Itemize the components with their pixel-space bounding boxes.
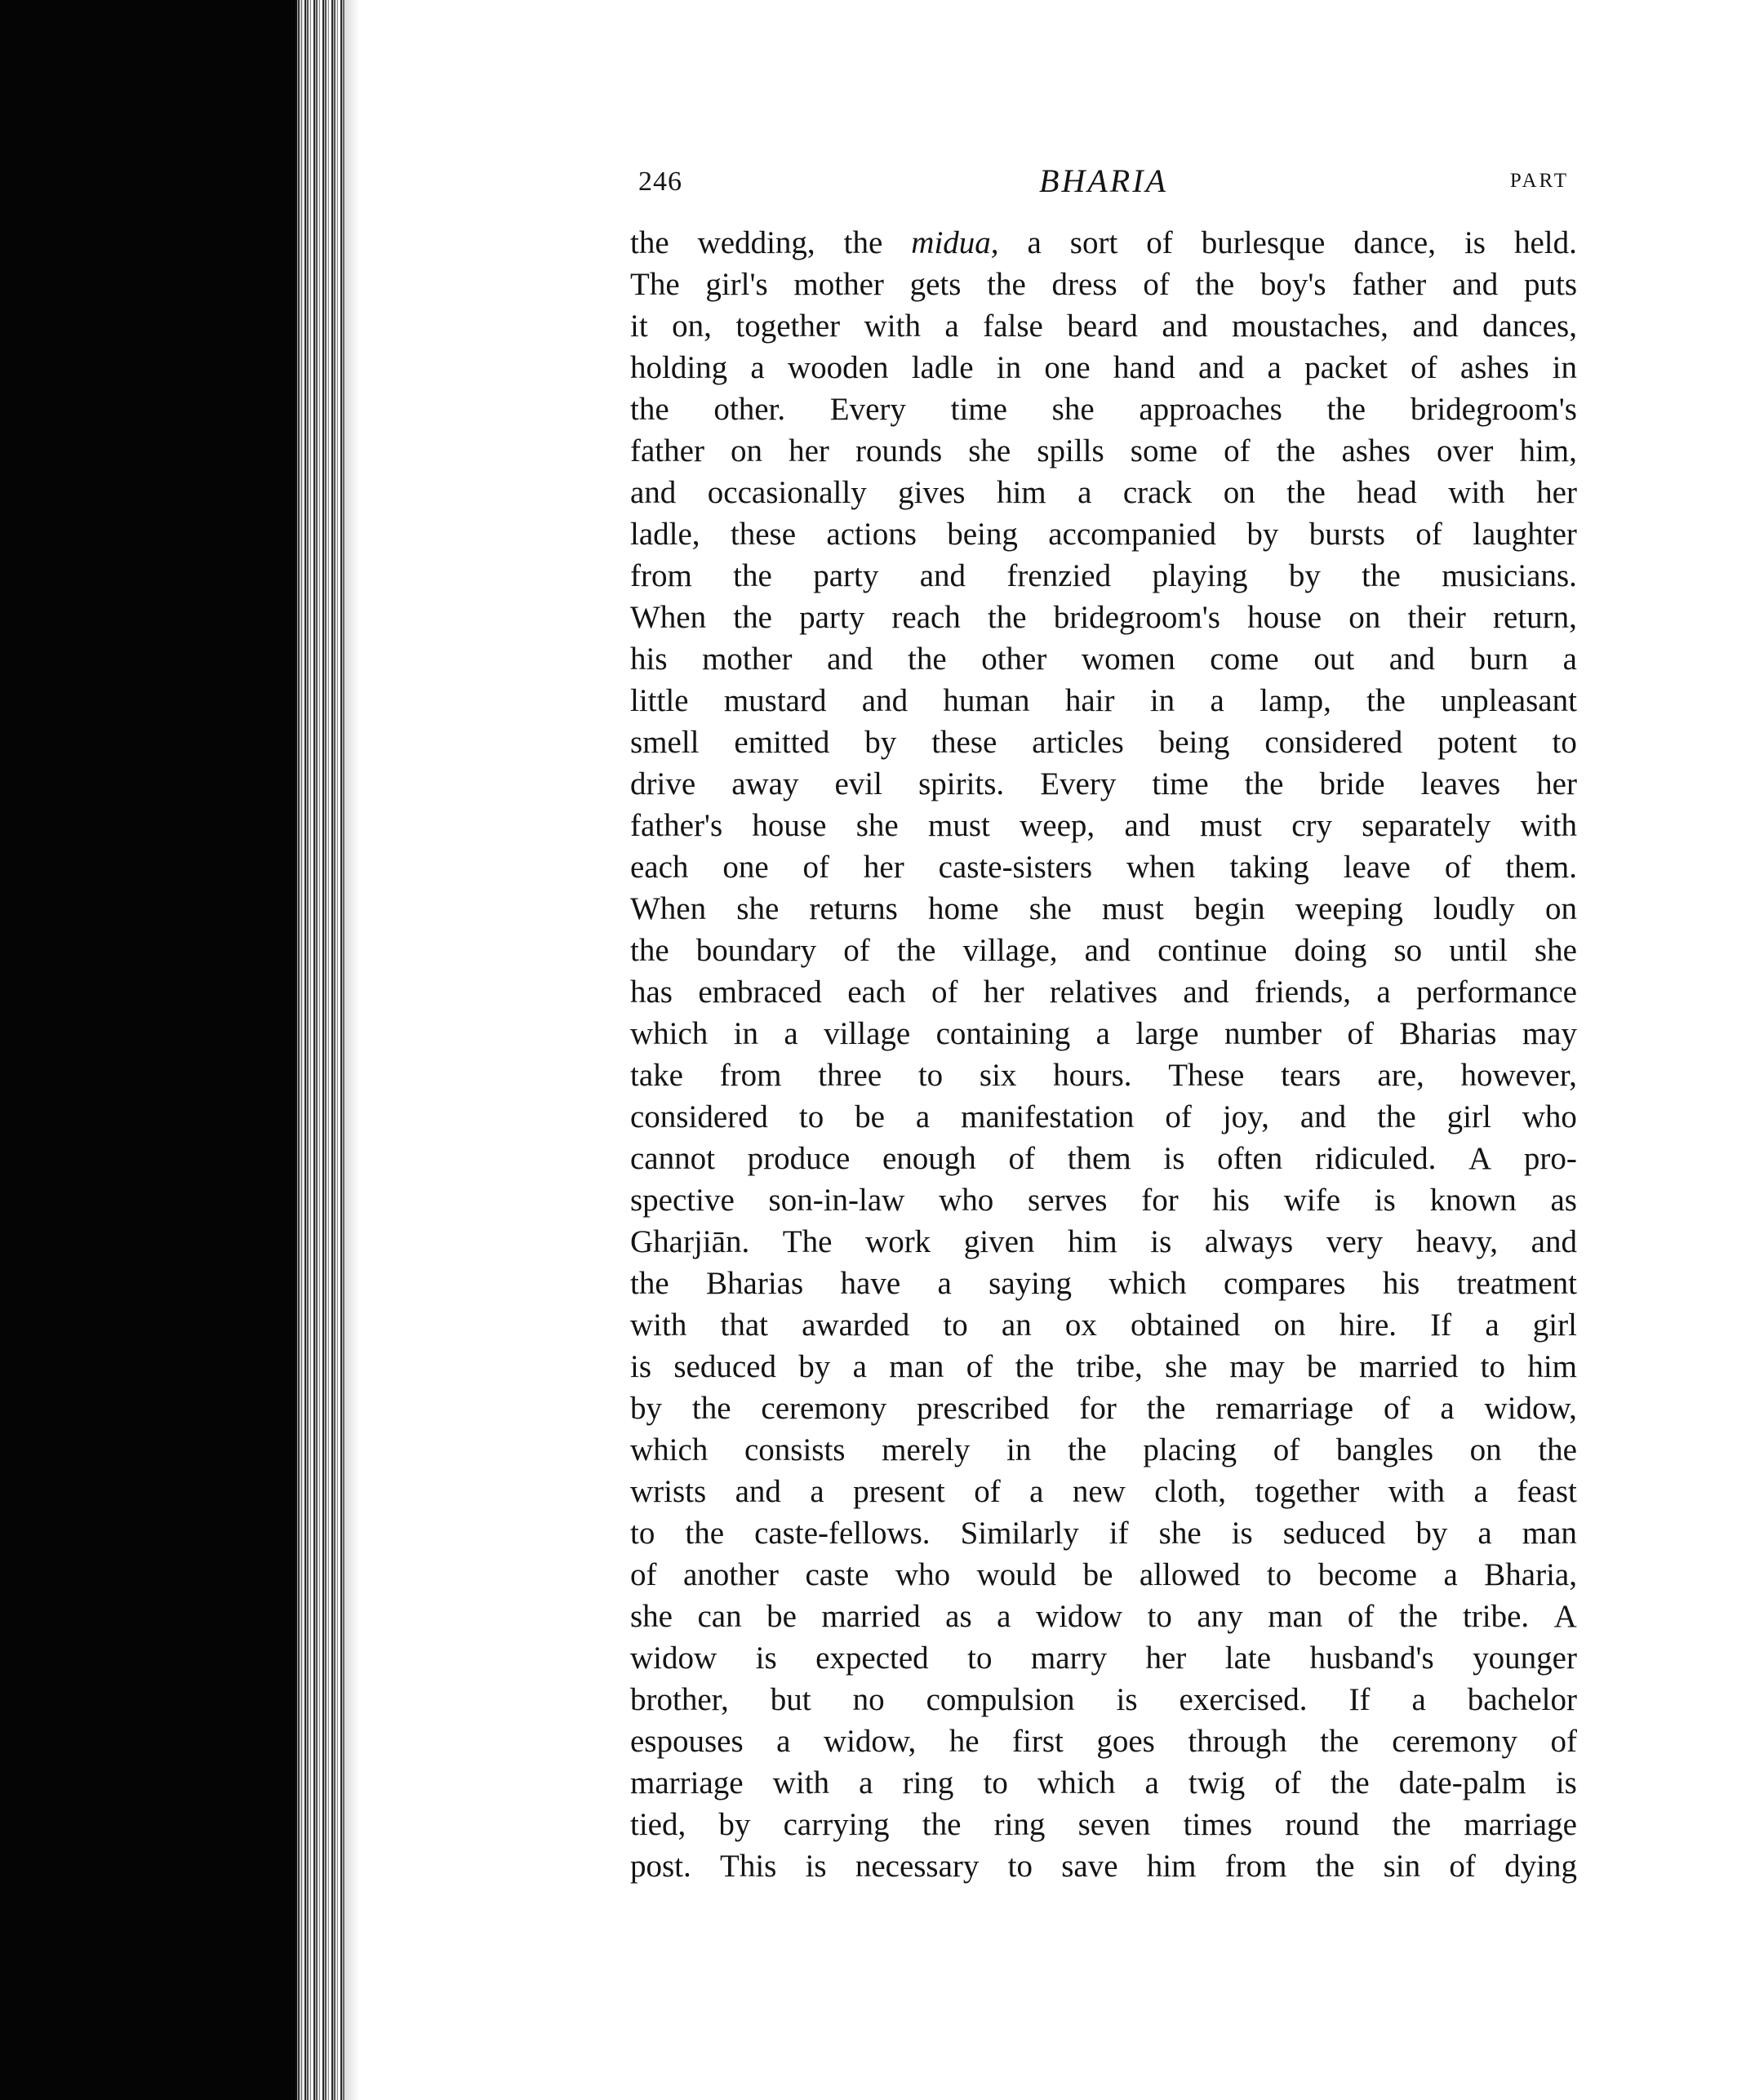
text-line: by the ceremony prescribed for the remarriage of a widow,	[630, 1391, 1577, 1426]
text-line: from the party and frenzied playing by the musicians.	[630, 558, 1577, 593]
text-line: of another caste who would be allowed to become a Bharia,	[630, 1557, 1577, 1592]
text-line: each one of her caste-sisters when taking leave of them.	[630, 850, 1577, 885]
text-line: brother, but no compulsion is exercised. If a bachelor	[630, 1682, 1577, 1717]
text-line: father's house she must weep, and must cry separately with	[630, 808, 1577, 843]
text-line: she can be married as a widow to any man of the tribe. A	[630, 1599, 1577, 1634]
text-line: the boundary of the village, and continue doing so until she	[630, 933, 1577, 968]
text-line: to the caste-fellows. Similarly if she is seduced by a man	[630, 1516, 1577, 1551]
text-line: which consists merely in the placing of bangles on the	[630, 1432, 1577, 1467]
scan-binding-shadow	[0, 0, 304, 2100]
text-line: smell emitted by these articles being considered potent to	[630, 725, 1577, 760]
text-line: with that awarded to an ox obtained on hire. If a girl	[630, 1308, 1577, 1343]
text-line: take from three to six hours. These tears are, however,	[630, 1058, 1577, 1093]
scan-binding-edge	[295, 0, 344, 2100]
text-line: the Bharias have a saying which compares his treatment	[630, 1266, 1577, 1301]
text-line: spective son-in-law who serves for his wife is known as	[630, 1183, 1577, 1218]
running-head	[630, 155, 1577, 204]
text-line: When she returns home she must begin weeping loudly on	[630, 891, 1577, 926]
text-line: holding a wooden ladle in one hand and a packet of ashes in	[630, 350, 1577, 385]
text-line: the wedding, the midua, a sort of burlesque dance, is held.	[630, 225, 1577, 260]
text-line: his mother and the other women come out and burn a	[630, 642, 1577, 677]
part-label: PART	[1509, 170, 1569, 192]
text-line: it on, together with a false beard and moustaches, and dances,	[630, 309, 1577, 344]
text-line: considered to be a manifestation of joy, and the girl who	[630, 1099, 1577, 1134]
body-text	[630, 222, 1577, 1887]
text-line: The girl's mother gets the dress of the boy's father and puts	[630, 267, 1577, 302]
text-line: widow is expected to marry her late husband's younger	[630, 1640, 1577, 1676]
text-line: post. This is necessary to save him from the sin of dying	[630, 1849, 1577, 1884]
text-line: has embraced each of her relatives and friends, a performance	[630, 975, 1577, 1010]
text-line: and occasionally gives him a crack on the head with her	[630, 475, 1577, 510]
text-line: marriage with a ring to which a twig of the date-palm is	[630, 1765, 1577, 1800]
text-line: espouses a widow, he first goes through the ceremony of	[630, 1724, 1577, 1759]
text-line: which in a village containing a large number of Bharias may	[630, 1016, 1577, 1051]
text-line: is seduced by a man of the tribe, she may be married to him	[630, 1349, 1577, 1384]
text-line: the other. Every time she approaches the bridegroom's	[630, 392, 1577, 427]
text-line: cannot produce enough of them is often ridiculed. A pro-	[630, 1141, 1577, 1176]
running-title: BHARIA	[1039, 162, 1168, 199]
text-line: ladle, these actions being accompanied by bursts of laughter	[630, 517, 1577, 552]
text-line: When the party reach the bridegroom's house on their return,	[630, 600, 1577, 635]
text-line: wrists and a present of a new cloth, together with a feast	[630, 1474, 1577, 1509]
text-line: Gharjiān. The work given him is always very heavy, and	[630, 1224, 1577, 1259]
text-line: drive away evil spirits. Every time the bride leaves her	[630, 766, 1577, 801]
text-line: little mustard and human hair in a lamp, the unpleasant	[630, 683, 1577, 718]
page-number: 246	[638, 166, 682, 197]
book-page	[630, 155, 1577, 1887]
text-line: tied, by carrying the ring seven times round the marriage	[630, 1807, 1577, 1842]
text-line: father on her rounds she spills some of the ashes over him,	[630, 433, 1577, 468]
scan-binding-fade	[343, 0, 359, 2100]
